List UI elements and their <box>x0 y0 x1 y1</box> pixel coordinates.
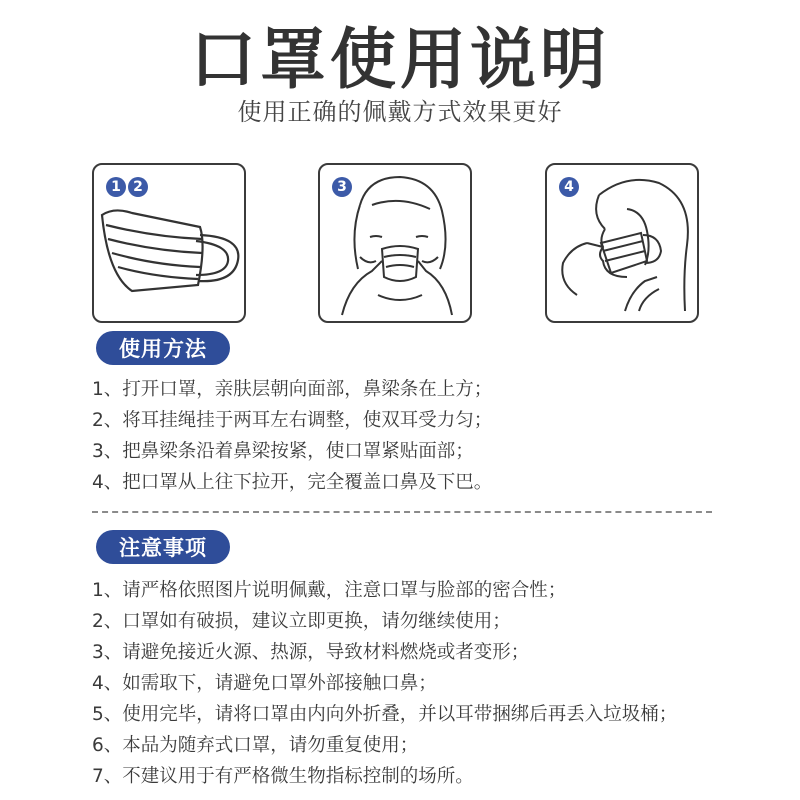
usage-item: 4、把口罩从上往下拉开，完全覆盖口鼻及下巴。 <box>92 472 493 493</box>
notes-item: 4、如需取下，请避免口罩外部接触口鼻； <box>92 673 437 694</box>
face-adjust-illustration <box>320 165 470 321</box>
mask-illustration <box>94 165 244 321</box>
notes-item: 2、口罩如有破损，建议立即更换，请勿继续使用； <box>92 611 511 632</box>
side-face-illustration <box>547 165 697 321</box>
step-badge-3: 3 <box>332 177 352 197</box>
illustration-panel-adjust <box>318 163 472 323</box>
step-badge-4: 4 <box>559 177 579 197</box>
illustration-panel-mask <box>92 163 246 323</box>
notes-item: 6、本品为随弃式口罩，请勿重复使用； <box>92 735 419 756</box>
notes-item: 3、请避免接近火源、热源，导致材料燃烧或者变形； <box>92 642 530 663</box>
step-badge-2: 2 <box>128 177 148 197</box>
section-divider <box>92 511 712 513</box>
usage-item: 3、把鼻梁条沿着鼻梁按紧，使口罩紧贴面部； <box>92 441 474 462</box>
section-heading-usage: 使用方法 <box>96 331 230 365</box>
usage-item: 1、打开口罩，亲肤层朝向面部，鼻梁条在上方； <box>92 379 493 400</box>
section-heading-notes: 注意事项 <box>96 530 230 564</box>
illustration-panel-pull-down <box>545 163 699 323</box>
notes-list <box>92 575 677 792</box>
notes-item: 5、使用完毕，请将口罩由内向外折叠，并以耳带捆绑后再丢入垃圾桶； <box>92 704 678 725</box>
step-badge-1: 1 <box>106 177 126 197</box>
page-subtitle: 使用正确的佩戴方式效果更好 <box>237 98 563 126</box>
usage-item: 2、将耳挂绳挂于两耳左右调整，使双耳受力匀； <box>92 410 493 431</box>
page-title: 口罩使用说明 <box>190 21 610 98</box>
notes-item: 7、不建议用于有严格微生物指标控制的场所。 <box>92 766 474 787</box>
notes-item: 1、请严格依照图片说明佩戴，注意口罩与脸部的密合性； <box>92 580 567 601</box>
usage-list <box>92 374 492 498</box>
